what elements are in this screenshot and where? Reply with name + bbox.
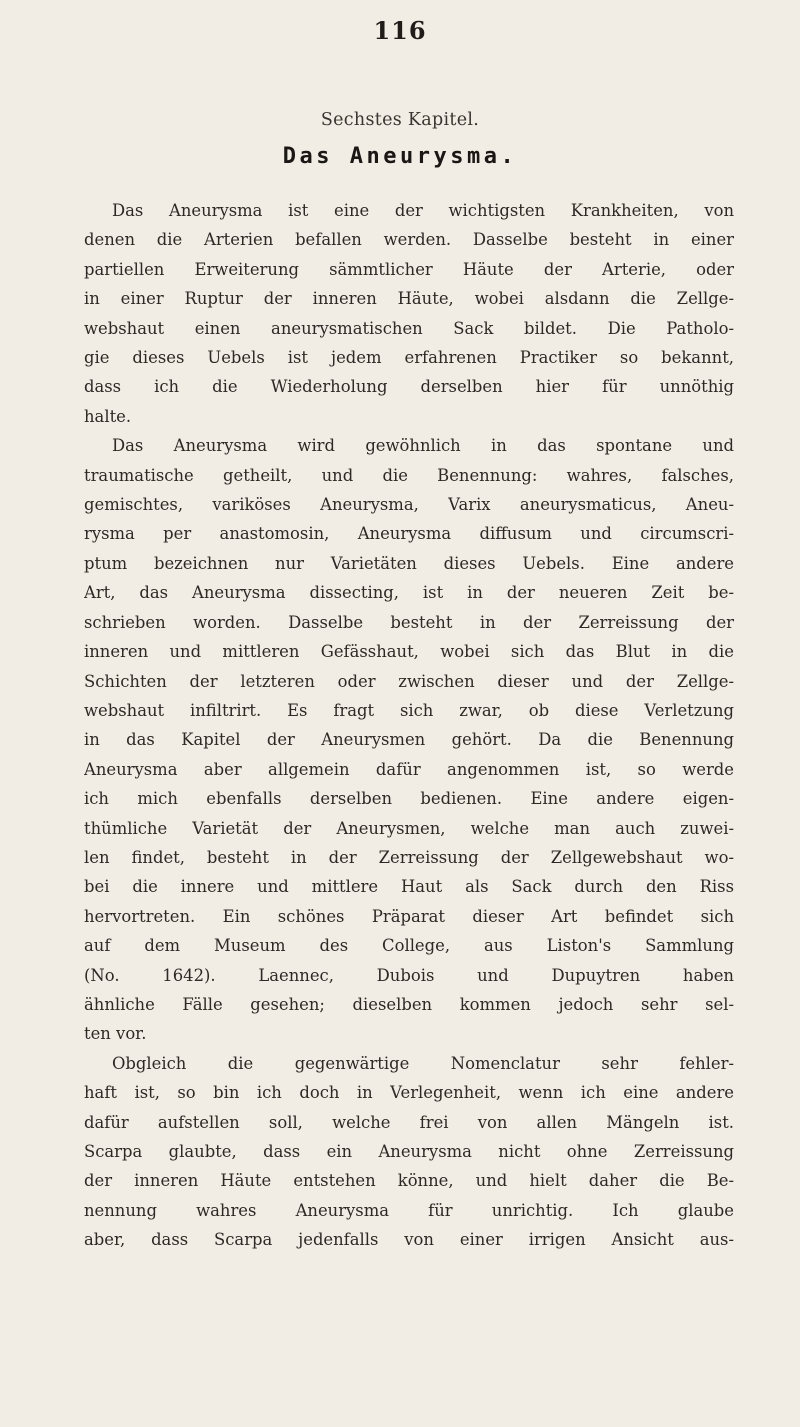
text-line: der inneren Häute entstehen könne, und hielt daher die Be- <box>84 1171 734 1191</box>
text-line: halte. <box>84 406 132 426</box>
text-line: Scarpa glaubte, dass ein Aneurysma nicht ohne Zerreissung <box>84 1142 734 1161</box>
text-line: in das Kapitel der Aneurysmen gehört. Da die Benennung <box>84 730 734 750</box>
text-line: inneren und mittleren Gefässhaut, wobei sich das Blut in die <box>84 642 734 662</box>
text-line: Obgleich die gegenwärtige Nomenclatur sehr fehler- <box>112 1053 734 1073</box>
text-line: ten vor. <box>84 1024 147 1044</box>
chapter-title: Das Aneurysma. <box>282 144 518 169</box>
text-line: in einer Ruptur der inneren Häute, wobei alsdann die Zellge- <box>84 289 734 309</box>
text-line: haft ist, so bin ich doch in Verlegenheit, wenn ich eine andere <box>84 1083 734 1103</box>
text-line: ptum bezeichnen nur Varietäten dieses Uebels. Eine andere <box>84 553 734 573</box>
text-line: len findet, besteht in der Zerreissung der Zellgewebshaut wo- <box>84 847 734 867</box>
text-line: webshaut einen aneurysmatischen Sack bildet. Die Patholo- <box>84 318 734 338</box>
text-line: gemischtes, variköses Aneurysma, Varix aneurysmaticus, Aneu- <box>84 495 734 515</box>
text-line: ähnliche Fälle gesehen; dieselben kommen jedoch sehr sel- <box>84 994 734 1014</box>
text-line: dafür aufstellen soll, welche frei von allen Mängeln ist. <box>84 1112 734 1132</box>
text-line: denen die Arterien befallen werden. Dasselbe besteht in einer <box>84 230 734 250</box>
text-line: partiellen Erweiterung sämmtlicher Häute der Arterie, oder <box>84 259 734 279</box>
body-text <box>84 196 734 1255</box>
text-line: Das Aneurysma ist eine der wichtigsten Krankheiten, von <box>112 201 734 220</box>
text-line: thümliche Varietät der Aneurysmen, welche man auch zuwei- <box>84 818 734 838</box>
text-line: traumatische getheilt, und die Benennung: wahres, falsches, <box>84 465 734 485</box>
text-line: aber, dass Scarpa jedenfalls von einer irrigen Ansicht aus- <box>84 1230 734 1250</box>
text-line: Aneurysma aber allgemein dafür angenommen ist, so werde <box>84 759 734 779</box>
text-line: (No. 1642). Laennec, Dubois und Dupuytren haben <box>84 965 734 985</box>
text-line: rysma per anastomosin, Aneurysma diffusum und circumscri- <box>84 524 734 544</box>
text-line: gie dieses Uebels ist jedem erfahrenen Practiker so bekannt, <box>84 348 734 368</box>
text-line: webshaut infiltrirt. Es fragt sich zwar, ob diese Verletzung <box>84 700 734 720</box>
text-line: auf dem Museum des College, aus Liston's Sammlung <box>84 936 734 956</box>
text-line: dass ich die Wiederholung derselben hier für unnöthig <box>84 377 734 397</box>
text-line: schrieben worden. Dasselbe besteht in der Zerreissung der <box>84 612 734 632</box>
text-line: ich mich ebenfalls derselben bedienen. Eine andere eigen- <box>84 789 734 809</box>
page-number: 116 <box>373 16 427 45</box>
text-line: bei die innere und mittlere Haut als Sack durch den Riss <box>84 877 734 897</box>
text-line: Schichten der letzteren oder zwischen dieser und der Zellge- <box>84 671 734 691</box>
text-line: nennung wahres Aneurysma für unrichtig. Ich glaube <box>84 1200 734 1220</box>
text-line: hervortreten. Ein schönes Präparat dieser Art befindet sich <box>84 906 734 926</box>
text-line: Das Aneurysma wird gewöhnlich in das spontane und <box>112 436 734 456</box>
chapter-heading: Sechstes Kapitel. <box>320 110 480 130</box>
text-line: Art, das Aneurysma dissecting, ist in der neueren Zeit be- <box>84 583 734 603</box>
